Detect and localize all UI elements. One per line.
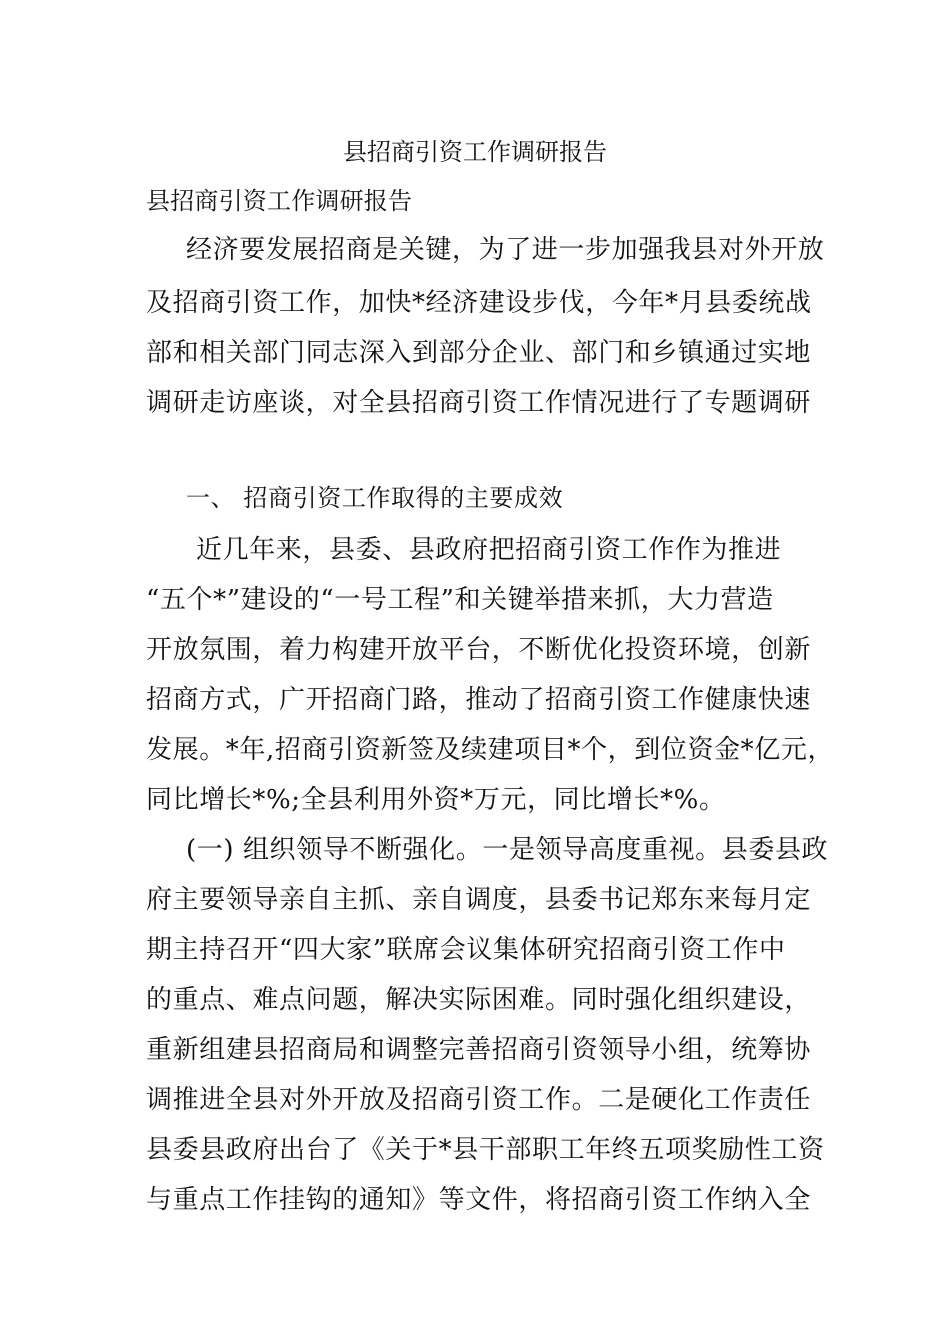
document-title: 县招商引资工作调研报告	[343, 138, 607, 166]
intro-line: 部和相关部门同志深入到部分企业、部门和乡镇通过实地	[146, 338, 812, 368]
paragraph-line: “五个*”建设的“一号工程”和关键举措来抓，大力营造	[146, 585, 774, 615]
paragraph-line: (一) 组织领导不断强化。一是领导高度重视。县委县政	[186, 835, 829, 865]
paragraph-line: 县委县政府出台了《关于*县干部职工年终五项奖励性工资	[146, 1135, 825, 1165]
paragraph-line: 重新组建县招商局和调整完善招商引资领导小组，统筹协	[146, 1035, 812, 1065]
section-heading: 一、 招商引资工作取得的主要成效	[186, 484, 564, 512]
paragraph-line: 的重点、难点问题，解决实际困难。同时强化组织建设，	[146, 985, 812, 1015]
paragraph-line: 开放氛围，着力构建开放平台，不断优化投资环境，创新	[146, 635, 812, 665]
paragraph-line: 发展。*年,招商引资新签及续建项目*个，到位资金*亿元，	[146, 735, 835, 765]
paragraph-line: 与重点工作挂钩的通知》等文件，将招商引资工作纳入全	[146, 1185, 812, 1215]
paragraph-line: 同比增长*%;全县利用外资*万元，同比增长*%。	[146, 785, 726, 815]
paragraph-line: 期主持召开“四大家”联席会议集体研究招商引资工作中	[146, 935, 786, 965]
paragraph-line: 招商方式，广开招商门路，推动了招商引资工作健康快速	[146, 685, 812, 715]
paragraph-line: 调推进全县对外开放及招商引资工作。二是硬化工作责任	[146, 1085, 812, 1115]
paragraph-line: 府主要领导亲自主抓、亲自调度，县委书记郑东来每月定	[146, 885, 812, 915]
intro-line: 调研走访座谈，对全县招商引资工作情况进行了专题调研	[146, 388, 812, 418]
intro-line: 及招商引资工作，加快*经济建设步伐，今年*月县委统战	[146, 288, 812, 318]
intro-line: 经济要发展招商是关键，为了进一步加强我县对外开放	[186, 235, 825, 265]
paragraph-line: 近几年来，县委、县政府把招商引资工作作为推进	[196, 535, 782, 565]
document-subtitle: 县招商引资工作调研报告	[146, 187, 413, 215]
